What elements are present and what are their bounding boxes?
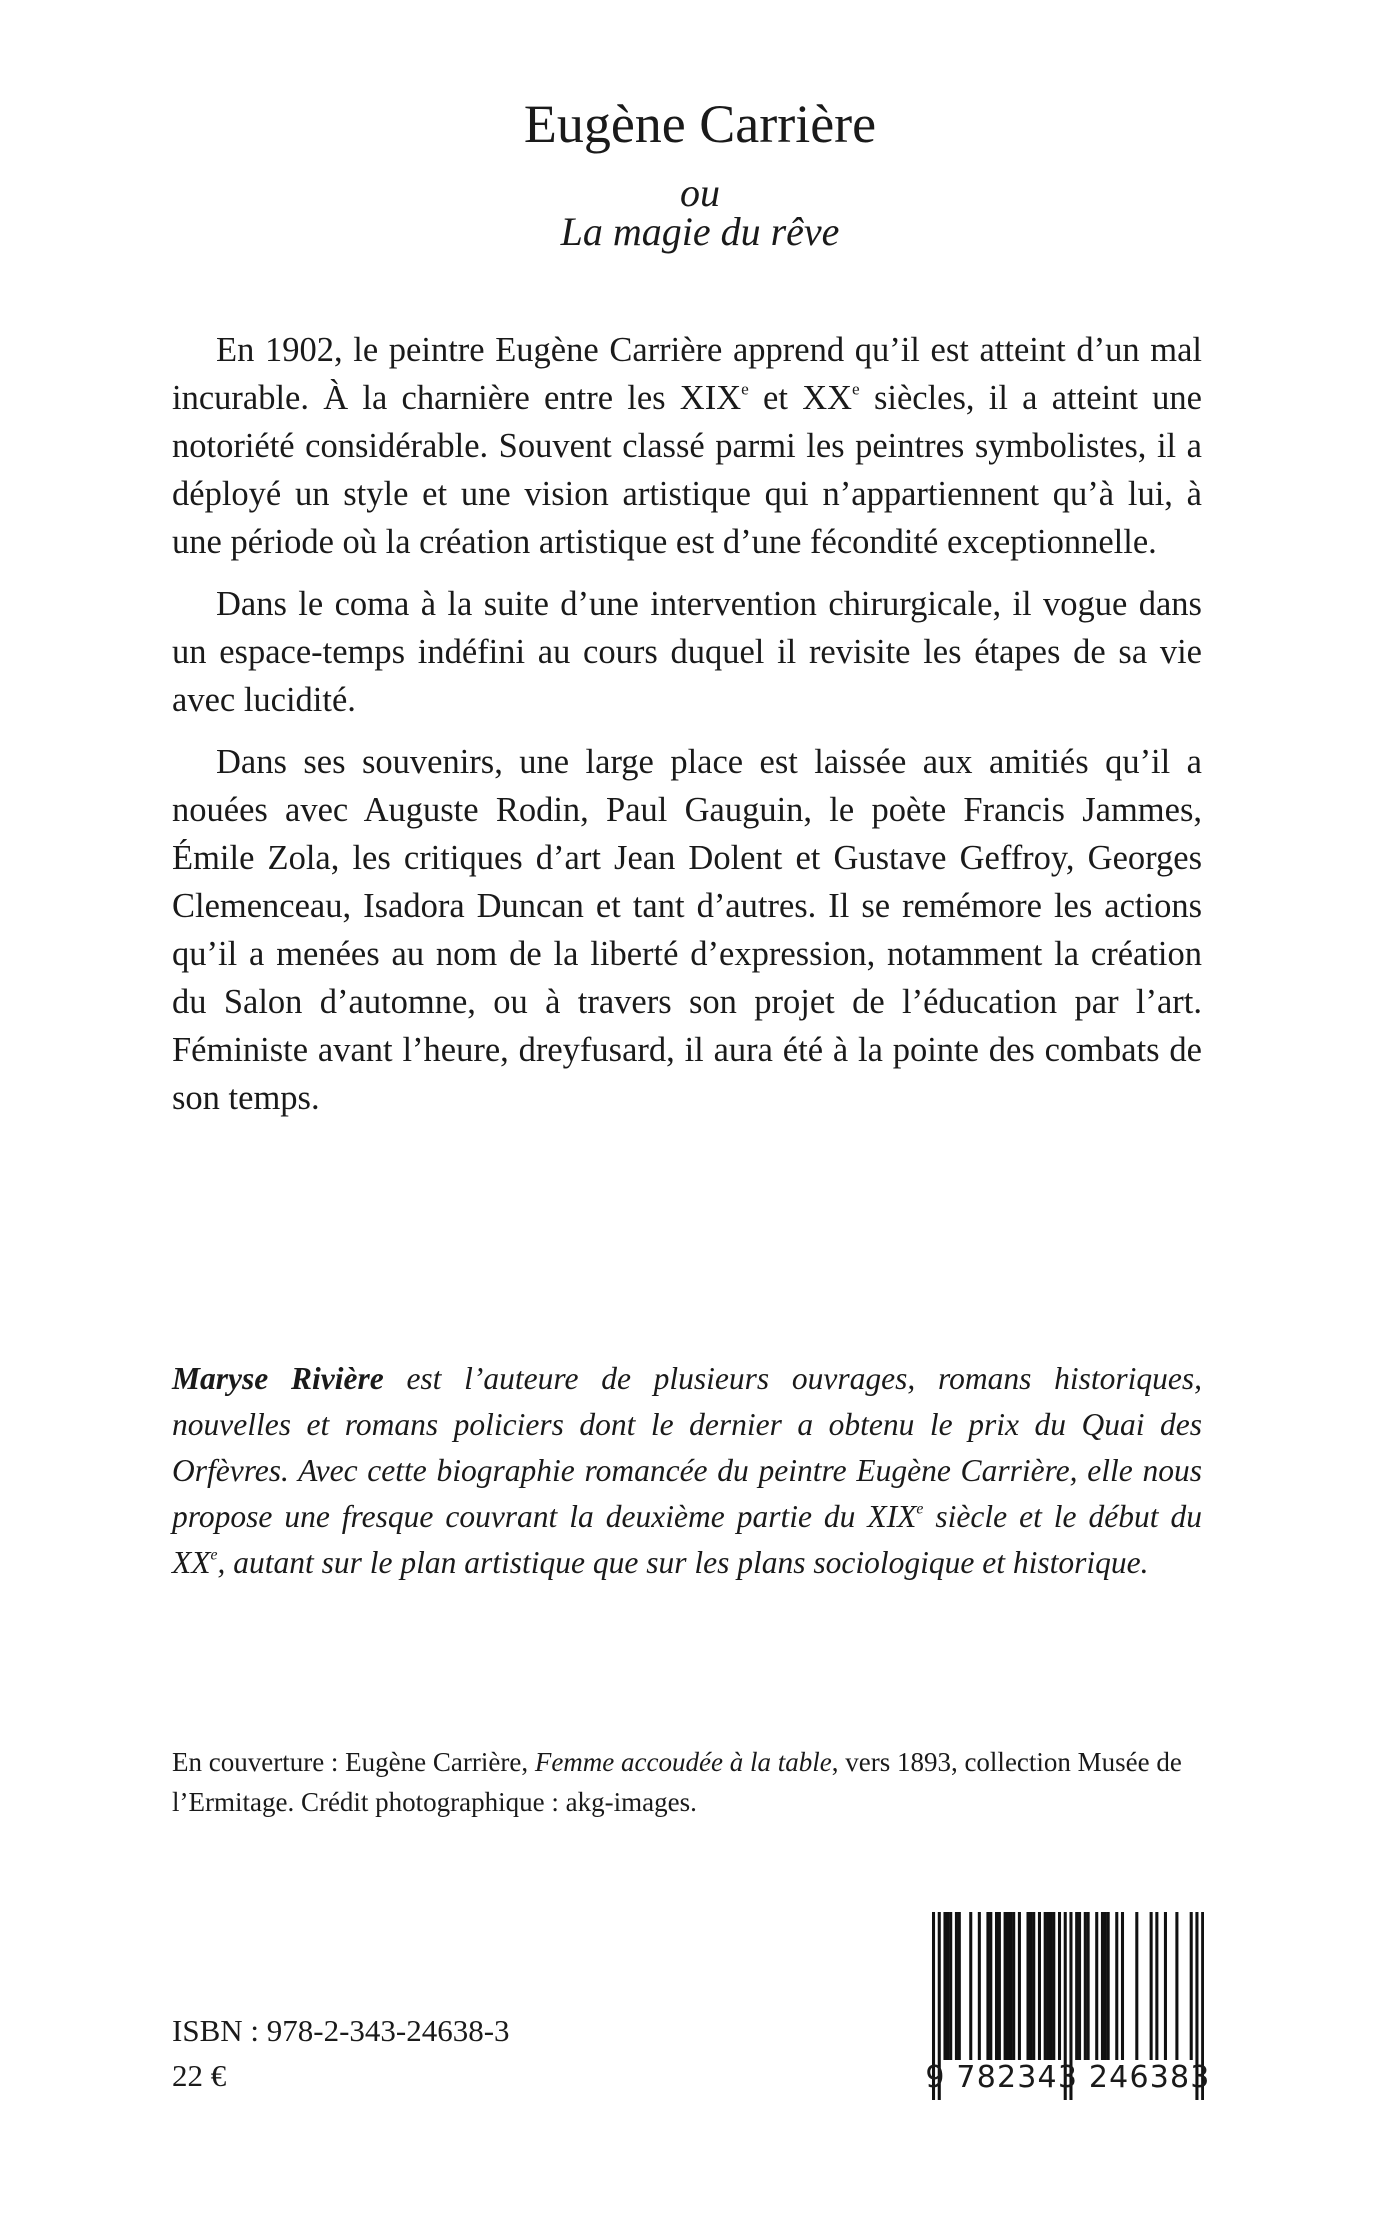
barcode-bar — [1009, 1912, 1012, 2060]
barcode-digits: 9 782343 246383 — [925, 2060, 1211, 2095]
author-bio: Maryse Rivière est l’auteure de plusieurs ouvrages, romans historiques, nouvelles et romans policiers dont le dernier a obtenu le prix du Quai des Orfèvres. Avec cette biographie romancée du peintre Eugène Carrière, elle nous propose une fresque couvrant la deuxième partie du XIXe siècle et le début du XXe, autant sur le plan artistique que sur les plans sociologique et historique. — [172, 1361, 1203, 1580]
barcode-bar — [1026, 1912, 1029, 2060]
cover-credit: En couverture : Eugène Carrière, Femme accoudée à la table, vers 1893, collection Musée de l’Ermitage. Crédit photographique : akg-images. — [172, 1747, 1182, 1817]
barcode-bar — [989, 1912, 992, 2060]
barcode-bar — [995, 1912, 998, 2060]
barcode-bar — [1101, 1912, 1104, 2060]
barcode-bar — [955, 1912, 958, 2060]
subtitle: La magie du rêve — [560, 209, 840, 254]
barcode-bar — [969, 1912, 972, 2060]
blurb-paragraph-1: En 1902, le peintre Eugène Carrière apprend qu’il est atteint d’un mal incurable. À la charnière entre les XIXe et XXe siècles, il a atteint une notoriété considérable. Souvent classé parmi les peintres symbolistes, il a déployé un style et une vision artistique qui n’appartiennent qu’à lui, à une période où la création artistique est d’une fécondité exceptionnelle. — [172, 331, 1202, 561]
artwork-title: Femme accoudée à la table — [534, 1747, 832, 1777]
barcode-bar — [978, 1912, 981, 2060]
book-title: Eugène Carrière — [523, 94, 877, 154]
blurb — [172, 326, 1202, 1136]
barcode-bar — [1029, 1912, 1032, 2060]
author-name: Maryse Rivière — [172, 1361, 384, 1396]
barcode-bar — [1012, 1912, 1015, 2060]
barcode-bar — [1052, 1912, 1055, 2060]
barcode-bar — [1150, 1912, 1153, 2060]
barcode-bar — [949, 1912, 952, 2060]
barcode-bar — [943, 1912, 946, 2060]
isbn: ISBN : 978-2-343-24638-3 — [172, 2013, 510, 2048]
barcode-bar — [1121, 1912, 1124, 2060]
barcode-bar — [1075, 1912, 1078, 2060]
barcode-bar — [1135, 1912, 1138, 2060]
barcode-bar — [1104, 1912, 1107, 2060]
barcode-bar — [1164, 1912, 1167, 2060]
barcode-bar — [1155, 1912, 1158, 2060]
barcode-bar — [1018, 1912, 1021, 2060]
barcode-bar — [958, 1912, 961, 2060]
barcode-bar — [1006, 1912, 1009, 2060]
barcode-bar — [1004, 1912, 1007, 2060]
barcode-bar — [1038, 1912, 1041, 2060]
barcode-bar — [1058, 1912, 1061, 2060]
barcode-bar — [946, 1912, 949, 2060]
blurb-paragraph-2: Dans le coma à la suite d’une intervention chirurgicale, il vogue dans un espace-temps indéfini au cours duquel il revisite les étapes de sa vie avec lucidité. — [172, 585, 1202, 719]
blurb-paragraph-3: Dans ses souvenirs, une large place est laissée aux amitiés qu’il a nouées avec Auguste Rodin, Paul Gauguin, le poète Francis Jammes, Émile Zola, les critiques d’art Jean Dolent et Gustave Geffroy, Georges Clemenceau, Isadora Duncan et tant d’autres. Il se remémore les actions qu’il a menées au nom de la liberté d’expression, notamment la création du Salon d’automne, ou à travers son projet de l’éducation par l’art. Féministe avant l’heure, dreyfusard, il aura été à la pointe des combats de son temps. — [172, 743, 1202, 1117]
barcode-bar — [1047, 1912, 1050, 2060]
barcode-bar — [1095, 1912, 1098, 2060]
price: 22 € — [172, 2058, 227, 2093]
barcode-bar — [1078, 1912, 1081, 2060]
barcode-bar — [1044, 1912, 1047, 2060]
subtitle-connector: ou — [680, 170, 720, 215]
barcode-bar — [986, 1912, 989, 2060]
barcode-bar — [1087, 1912, 1090, 2060]
barcode-bar — [1107, 1912, 1110, 2060]
barcode-bar — [1115, 1912, 1118, 2060]
barcode-bar — [1175, 1912, 1178, 2060]
barcode-bar — [1032, 1912, 1035, 2060]
barcode-bar — [1049, 1912, 1052, 2060]
barcode-bar — [1190, 1912, 1193, 2060]
barcode-bar — [1084, 1912, 1087, 2060]
barcode-bar — [998, 1912, 1001, 2060]
